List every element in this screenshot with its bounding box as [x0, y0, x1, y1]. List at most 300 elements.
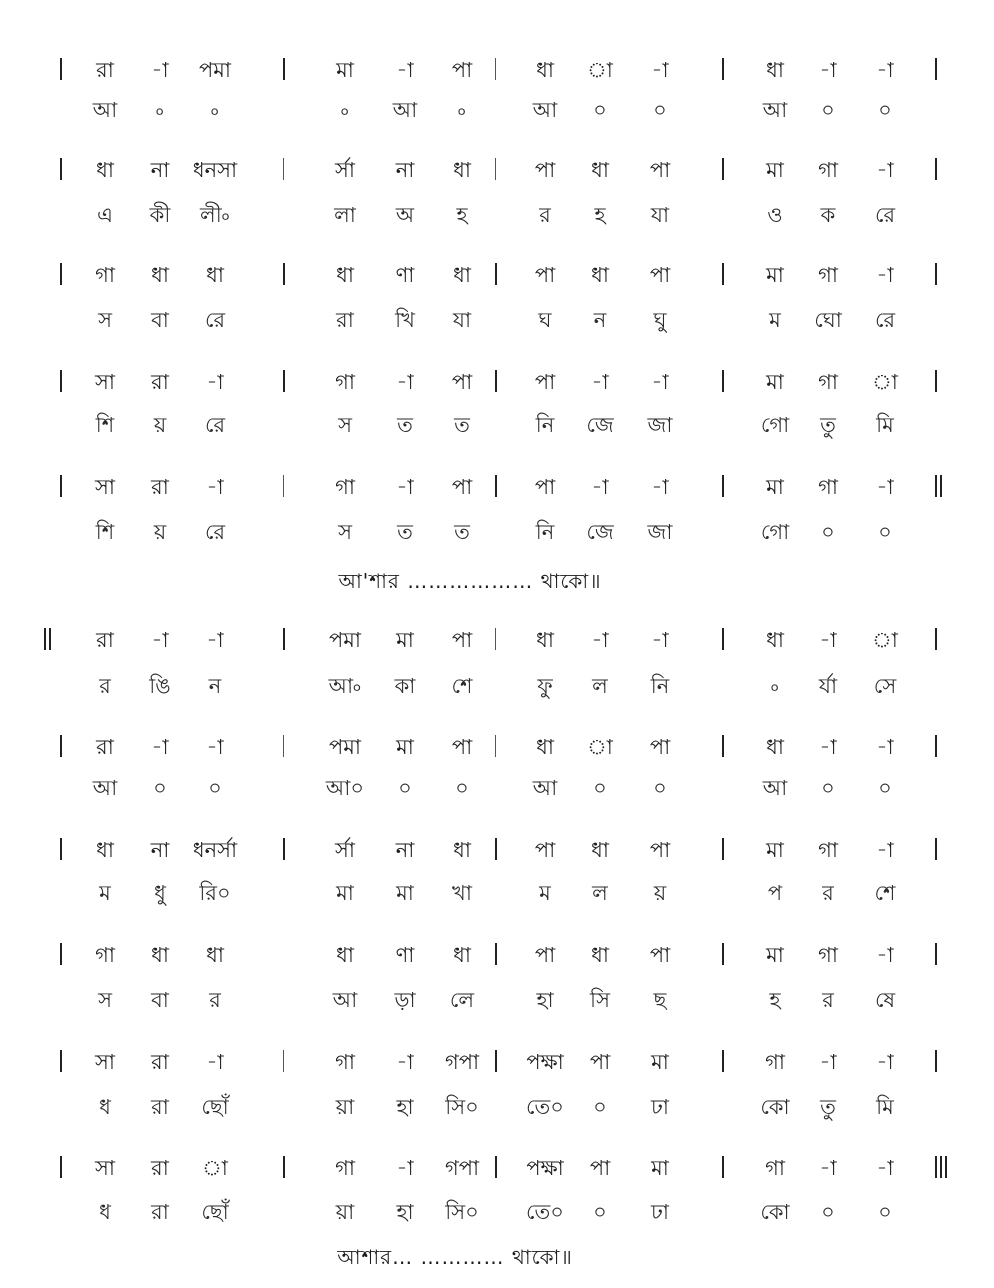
lyric-syllable: ন	[593, 308, 607, 332]
lyric-syllable: নি	[535, 413, 555, 437]
lyric-syllable: শি	[95, 520, 115, 544]
lyric-syllable: জে	[586, 520, 614, 544]
lyric-syllable: ০	[878, 776, 892, 800]
sargam-note: পমা	[328, 735, 362, 759]
lyric-syllable: সি	[590, 988, 610, 1012]
barline	[283, 1050, 284, 1072]
lyric-syllable: ত	[397, 520, 413, 544]
sargam-note: ধা	[536, 58, 554, 82]
lyric-syllable: স	[98, 988, 112, 1012]
sargam-note: গা	[818, 158, 838, 182]
sargam-note: পা	[451, 475, 473, 499]
barline	[495, 628, 496, 650]
sargam-note: না	[395, 158, 415, 182]
sargam-note: -া	[396, 1050, 414, 1074]
lyric-syllable: জা	[647, 520, 673, 544]
sargam-note: ধা	[453, 943, 471, 967]
sargam-note: -া	[206, 628, 224, 652]
lyric-syllable: ০	[878, 520, 892, 544]
sargam-note: পক্ষা	[526, 1050, 564, 1074]
barline	[283, 158, 284, 180]
lyric-syllable: র	[822, 988, 834, 1012]
lyric-syllable: র	[822, 881, 834, 905]
sargam-note: গা	[335, 1156, 355, 1180]
barline	[283, 1156, 285, 1178]
lyric-syllable: রি০	[199, 881, 231, 905]
lyric-syllable: র	[209, 988, 221, 1012]
sargam-note: সা	[95, 370, 115, 394]
barline	[60, 1156, 62, 1178]
barline	[722, 628, 724, 650]
lyric-syllable: রা	[151, 1200, 169, 1224]
lyric-syllable: ০	[593, 776, 607, 800]
lyric-syllable: ধ	[99, 1200, 111, 1224]
lyric-syllable: রে	[874, 308, 896, 332]
sargam-note: -া	[876, 158, 894, 182]
sargam-note: ণা	[395, 943, 415, 967]
barline	[60, 1050, 62, 1072]
sargam-note: -া	[651, 370, 669, 394]
sargam-note: ধনসা	[192, 158, 238, 182]
sargam-note: গা	[765, 1156, 785, 1180]
barline	[935, 263, 937, 285]
sargam-note: পমা	[328, 628, 362, 652]
lyric-syllable: ০	[208, 776, 222, 800]
sargam-note: র্সা	[335, 838, 355, 862]
lyric-syllable: নি	[535, 520, 555, 544]
sargam-note: মা	[396, 628, 414, 652]
lyric-syllable: আ০	[325, 776, 365, 800]
sargam-note: া	[202, 1156, 228, 1180]
sargam-note: গা	[818, 475, 838, 499]
lyric-syllable: ষে	[874, 988, 896, 1012]
barline	[722, 735, 724, 757]
lyric-syllable: রে	[204, 520, 226, 544]
sargam-note: মা	[336, 58, 354, 82]
lyric-syllable: হা	[536, 988, 554, 1012]
lyric-syllable: আ	[532, 776, 558, 800]
sargam-note: -া	[876, 1156, 894, 1180]
sargam-note: ধা	[536, 735, 554, 759]
lyric-syllable: ৹	[340, 98, 350, 122]
sargam-note: -া	[206, 1050, 224, 1074]
barline	[722, 263, 724, 285]
lyric-syllable: ম	[99, 881, 111, 905]
barline	[935, 158, 937, 180]
sargam-note: মা	[766, 838, 784, 862]
sargam-note: ধা	[591, 838, 609, 862]
sargam-note: পক্ষা	[526, 1156, 564, 1180]
barline	[722, 475, 724, 497]
barline	[495, 158, 496, 180]
lyric-syllable: য়	[153, 413, 167, 437]
lyric-syllable: ছোঁ	[201, 1200, 229, 1224]
lyric-syllable: তু	[820, 1095, 836, 1119]
barline	[495, 263, 497, 285]
sargam-note: পমা	[198, 58, 232, 82]
sargam-note: ধা	[591, 158, 609, 182]
lyric-syllable: ছোঁ	[201, 1095, 229, 1119]
barline	[935, 475, 942, 497]
sargam-note: রা	[151, 370, 169, 394]
sargam-note: ধা	[336, 943, 354, 967]
lyric-syllable: ছ	[653, 988, 667, 1012]
sargam-note: ধা	[591, 263, 609, 287]
sargam-note: না	[150, 158, 170, 182]
barline	[44, 628, 51, 650]
sargam-note: -া	[206, 370, 224, 394]
lyric-syllable: র	[539, 203, 551, 227]
lyric-syllable: য়	[653, 881, 667, 905]
sargam-note: া	[872, 628, 898, 652]
sargam-note: -া	[876, 838, 894, 862]
sargam-note: ধা	[336, 263, 354, 287]
lyric-syllable: রা	[336, 308, 354, 332]
sargam-note: -া	[591, 370, 609, 394]
lyric-syllable: মা	[396, 881, 414, 905]
lyric-syllable: শি	[95, 413, 115, 437]
barline	[495, 838, 497, 860]
lyric-syllable: ঢা	[651, 1095, 669, 1119]
lyric-syllable: ল	[592, 674, 608, 698]
lyric-syllable: ড়া	[394, 988, 416, 1012]
barline	[722, 1050, 724, 1072]
lyric-syllable: গো	[760, 520, 790, 544]
lyric-syllable: শে	[451, 674, 473, 698]
barline	[60, 58, 62, 80]
sargam-note: -া	[396, 475, 414, 499]
sargam-note: ধা	[453, 158, 471, 182]
sargam-note: -া	[819, 58, 837, 82]
sargam-note: গা	[95, 943, 115, 967]
lyric-syllable: আ	[762, 98, 788, 122]
lyric-syllable: আ	[92, 98, 118, 122]
barline	[283, 628, 285, 650]
lyric-syllable: ০	[878, 98, 892, 122]
sargam-note: -া	[651, 58, 669, 82]
barline	[60, 735, 62, 757]
barline	[722, 943, 724, 965]
sargam-note: মা	[766, 158, 784, 182]
lyric-syllable: ০	[398, 776, 412, 800]
barline	[935, 1050, 937, 1072]
lyric-syllable: ০	[821, 520, 835, 544]
lyric-syllable: লী৹	[200, 203, 230, 227]
sargam-note: ধা	[96, 838, 114, 862]
barline	[495, 475, 497, 497]
sargam-note: -া	[876, 1050, 894, 1074]
sargam-note: গা	[818, 370, 838, 394]
lyric-syllable: লে	[449, 988, 475, 1012]
sargam-note: পা	[534, 943, 556, 967]
lyric-syllable: মি	[876, 1095, 894, 1119]
lyric-syllable: ০	[593, 98, 607, 122]
lyric-syllable: ৹	[210, 98, 220, 122]
sargam-note: মা	[766, 475, 784, 499]
sargam-note: পা	[534, 158, 556, 182]
barline	[60, 838, 62, 860]
sargam-note: পা	[451, 370, 473, 394]
lyric-syllable: ল	[592, 881, 608, 905]
lyric-syllable: ন	[208, 674, 222, 698]
lyric-syllable: খা	[452, 881, 472, 905]
lyric-syllable: যা	[452, 308, 472, 332]
sargam-note: রা	[151, 1156, 169, 1180]
sargam-note: -া	[591, 628, 609, 652]
lyric-syllable: প	[767, 881, 783, 905]
lyric-syllable: ধ	[99, 1095, 111, 1119]
lyric-syllable: অ	[395, 203, 415, 227]
barline	[935, 838, 937, 860]
lyric-syllable: ঘ	[538, 308, 552, 332]
lyric-syllable: ত	[397, 413, 413, 437]
lyric-syllable: আ	[332, 988, 358, 1012]
lyric-syllable: য়া	[335, 1200, 355, 1224]
sargam-note: না	[150, 838, 170, 862]
sargam-note: -া	[206, 735, 224, 759]
barline	[722, 838, 724, 860]
lyric-syllable: সি০	[445, 1200, 479, 1224]
sargam-note: ধা	[453, 263, 471, 287]
lyric-syllable: এ	[97, 203, 113, 227]
barline	[935, 370, 937, 392]
sargam-note: পা	[649, 158, 671, 182]
lyric-syllable: ৹	[770, 674, 780, 698]
sargam-note: রা	[151, 475, 169, 499]
sargam-note: গা	[818, 943, 838, 967]
sargam-note: পা	[534, 838, 556, 862]
barline	[495, 58, 496, 80]
sargam-note: গা	[335, 475, 355, 499]
lyric-syllable: কী	[149, 203, 171, 227]
lyric-syllable: আ	[762, 776, 788, 800]
sargam-note: মা	[651, 1156, 669, 1180]
lyric-syllable: ০	[821, 1200, 835, 1224]
lyric-syllable: ০	[153, 776, 167, 800]
barline	[722, 1156, 724, 1178]
lyric-syllable: য়	[153, 520, 167, 544]
sargam-note: -া	[206, 475, 224, 499]
barline	[283, 370, 285, 392]
barline	[722, 58, 724, 80]
lyric-syllable: শে	[874, 881, 896, 905]
lyric-syllable: ০	[878, 1200, 892, 1224]
lyric-syllable: হ	[594, 203, 606, 227]
lyric-syllable: রে	[204, 413, 226, 437]
lyric-syllable: তে০	[526, 1095, 564, 1119]
sargam-note: -া	[819, 628, 837, 652]
lyric-syllable: র্যা	[818, 674, 838, 698]
lyric-syllable: নি	[650, 674, 670, 698]
sargam-note: সা	[95, 1156, 115, 1180]
barline	[283, 838, 285, 860]
barline	[60, 263, 62, 285]
lyric-syllable: ঘু	[653, 308, 667, 332]
sargam-note: -া	[396, 1156, 414, 1180]
lyric-syllable: আ	[92, 776, 118, 800]
sargam-note: পা	[451, 735, 473, 759]
barline	[935, 1156, 947, 1178]
lyric-syllable: ০	[593, 1200, 607, 1224]
lyric-syllable: ৹	[457, 98, 467, 122]
lyric-syllable: বা	[151, 988, 169, 1012]
sargam-note: পা	[534, 263, 556, 287]
sargam-note: রা	[151, 1050, 169, 1074]
sargam-note: -া	[651, 475, 669, 499]
lyric-syllable: ত	[454, 520, 470, 544]
sargam-note: -া	[876, 943, 894, 967]
sargam-note: ধা	[206, 263, 224, 287]
lyric-syllable: রা	[151, 1095, 169, 1119]
sargam-note: ধা	[536, 628, 554, 652]
sargam-note: -া	[876, 475, 894, 499]
lyric-syllable: ক	[820, 203, 836, 227]
sargam-note: -া	[151, 58, 169, 82]
sargam-note: ধা	[206, 943, 224, 967]
sargam-note: ধা	[766, 735, 784, 759]
barline	[283, 58, 285, 80]
sargam-note: পা	[451, 58, 473, 82]
barline	[495, 735, 496, 757]
sargam-note: রা	[96, 58, 114, 82]
sargam-note: -া	[151, 735, 169, 759]
sargam-note: মা	[651, 1050, 669, 1074]
sargam-note: -া	[876, 263, 894, 287]
sargam-note: সা	[95, 475, 115, 499]
sargam-note: ধা	[96, 158, 114, 182]
lyric-syllable: তু	[820, 413, 836, 437]
barline	[935, 943, 937, 965]
sargam-note: -া	[819, 1156, 837, 1180]
sargam-note: পা	[649, 735, 671, 759]
lyric-syllable: মা	[336, 881, 354, 905]
sargam-note: া	[872, 370, 898, 394]
lyric-syllable: কো	[760, 1095, 790, 1119]
sargam-note: পা	[451, 628, 473, 652]
lyric-syllable: ত	[454, 413, 470, 437]
sargam-note: গপা	[444, 1050, 480, 1074]
sargam-note: পা	[649, 943, 671, 967]
lyric-syllable: ধু	[154, 881, 166, 905]
sargam-note: মা	[396, 735, 414, 759]
sargam-note: রা	[96, 735, 114, 759]
sargam-note: পা	[649, 838, 671, 862]
lyric-syllable: ০	[821, 98, 835, 122]
barline	[935, 58, 937, 80]
sargam-note: ধা	[766, 58, 784, 82]
lyric-syllable: বা	[151, 308, 169, 332]
sargam-note: -া	[396, 370, 414, 394]
lyric-syllable: আ	[392, 98, 418, 122]
sargam-note: মা	[766, 370, 784, 394]
sargam-note: গা	[818, 838, 838, 862]
barline	[935, 628, 937, 650]
lyric-syllable: স	[338, 520, 352, 544]
lyric-syllable: আ৹	[328, 674, 362, 698]
lyric-syllable: স	[98, 308, 112, 332]
lyric-syllable: ০	[821, 776, 835, 800]
lyric-syllable: আ	[532, 98, 558, 122]
sargam-note: -া	[651, 628, 669, 652]
sargam-note: গা	[818, 263, 838, 287]
lyric-syllable: কো	[760, 1200, 790, 1224]
barline	[283, 263, 285, 285]
lyric-syllable: ০	[455, 776, 469, 800]
sargam-note: গা	[335, 370, 355, 394]
sargam-note: া	[587, 58, 613, 82]
sargam-note: গা	[335, 1050, 355, 1074]
lyric-syllable: মি	[876, 413, 894, 437]
sargam-note: মা	[766, 263, 784, 287]
sargam-note: সা	[95, 1050, 115, 1074]
sargam-note: ধা	[151, 263, 169, 287]
sargam-note: -া	[876, 735, 894, 759]
sargam-note: ণা	[395, 263, 415, 287]
barline	[60, 158, 62, 180]
lyric-syllable: হা	[396, 1200, 414, 1224]
sargam-note: ধনর্সা	[192, 838, 238, 862]
barline	[60, 943, 62, 965]
lyric-syllable: জে	[586, 413, 614, 437]
barline	[283, 475, 284, 497]
sargam-note: র্সা	[335, 158, 355, 182]
sargam-note: া	[587, 735, 613, 759]
barline	[495, 1156, 497, 1178]
sargam-note: ধা	[151, 943, 169, 967]
barline	[722, 370, 724, 392]
sargam-note: -া	[876, 58, 894, 82]
barline	[60, 475, 62, 497]
barline	[283, 735, 284, 757]
refrain-caption-final: আশার… ………… থাকো॥	[337, 1245, 573, 1269]
lyric-syllable: ৹	[155, 98, 165, 122]
lyric-syllable: স	[338, 413, 352, 437]
lyric-syllable: সি০	[445, 1095, 479, 1119]
lyric-syllable: রে	[204, 308, 226, 332]
sargam-note: ধা	[766, 628, 784, 652]
lyric-syllable: সে	[873, 674, 897, 698]
lyric-syllable: গো	[760, 413, 790, 437]
lyric-syllable: ঘো	[814, 308, 842, 332]
lyric-syllable: ঙি	[149, 674, 171, 698]
sargam-note: -া	[819, 735, 837, 759]
lyric-syllable: হা	[396, 1095, 414, 1119]
barline	[60, 370, 62, 392]
sargam-note: ধা	[591, 943, 609, 967]
lyric-syllable: হ	[456, 203, 468, 227]
lyric-syllable: য়া	[335, 1095, 355, 1119]
sargam-note: রা	[96, 628, 114, 652]
lyric-syllable: যা	[650, 203, 670, 227]
sargam-note: না	[395, 838, 415, 862]
lyric-syllable: ঢা	[651, 1200, 669, 1224]
lyric-syllable: ০	[653, 98, 667, 122]
lyric-syllable: ফু	[537, 674, 553, 698]
sargam-note: গপা	[444, 1156, 480, 1180]
barline	[495, 943, 497, 965]
lyric-syllable: ম	[769, 308, 781, 332]
barline	[495, 370, 497, 392]
lyric-syllable: খি	[395, 308, 415, 332]
barline	[935, 735, 937, 757]
sargam-note: পা	[589, 1050, 611, 1074]
lyric-syllable: লা	[334, 203, 356, 227]
lyric-syllable: ০	[653, 776, 667, 800]
refrain-caption: আ'শার ……………… থাকো॥	[338, 569, 602, 593]
lyric-syllable: তে০	[526, 1200, 564, 1224]
lyric-syllable: হ	[769, 988, 781, 1012]
sargam-note: পা	[534, 475, 556, 499]
